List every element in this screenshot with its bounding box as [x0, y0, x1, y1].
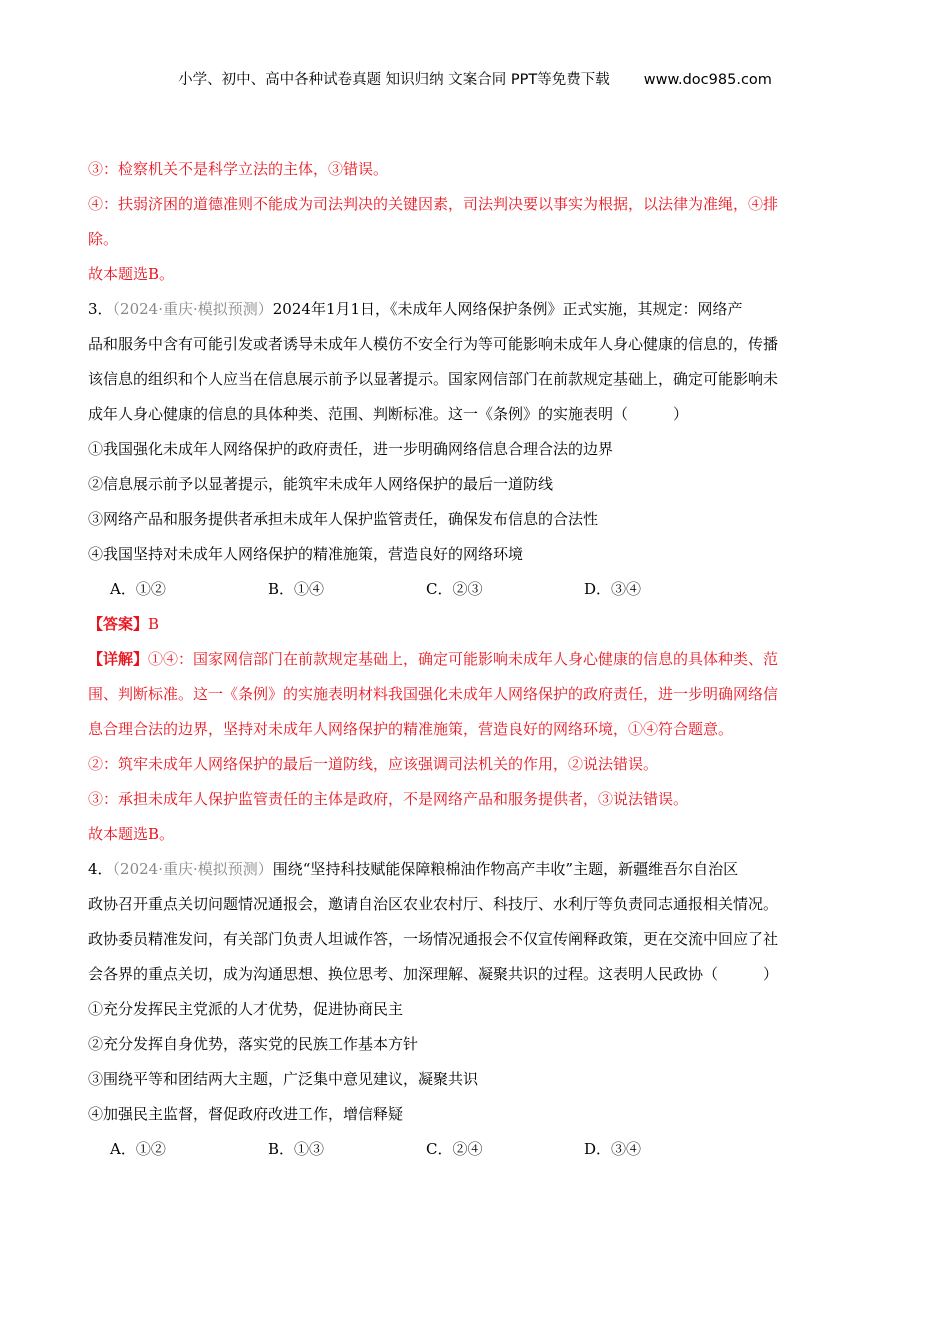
q4-statement-4: ④加强民主监督，督促政府改进工作，增信释疑 — [88, 1105, 404, 1123]
q4-option-a: A．①② — [110, 1140, 166, 1158]
q3-detail-line4: ②：筑牢未成年人网络保护的最后一道防线，应该强调司法机关的作用，②说法错误。 — [88, 755, 659, 773]
q3-stem-line3: 该信息的组织和个人应当在信息展示前予以显著提示。国家网信部门在前款规定基础上，确定可能影响未 — [88, 370, 779, 388]
document-body — [88, 152, 862, 1167]
q4-option-c: C．②④ — [426, 1140, 483, 1158]
q3-number: 3． — [88, 300, 113, 318]
q3-detail-line1 — [88, 642, 862, 677]
q4-stem-line1 — [88, 852, 862, 887]
q4-stem-text1: 围绕“坚持科技赋能保障粮棉油作物高产丰收”主题，新疆维吾尔自治区 — [272, 860, 739, 878]
prev-explanation-item4-line1: ④：扶弱济困的道德准则不能成为司法判决的关键因素，司法判决要以事实为根据，以法律为准绳，④排 — [88, 195, 779, 213]
header-site-link[interactable]: www.doc985.com — [643, 72, 772, 88]
q3-stem-line4: 成年人身心健康的信息的具体种类、范围、判断标准。这一《条例》的实施表明（ ） — [88, 405, 689, 423]
q3-stem-line1 — [88, 292, 862, 327]
q3-statement-1: ①我国强化未成年人网络保护的政府责任，进一步明确网络信息合理合法的边界 — [88, 440, 614, 458]
q3-stem-line2: 品和服务中含有可能引发或者诱导未成年人模仿不安全行为等可能影响未成年人身心健康的信息的，传播 — [88, 335, 779, 353]
q4-statement-1: ①充分发挥民主党派的人才优势，促进协商民主 — [88, 1000, 404, 1018]
q3-stem-text1: 2024年1月1日，《未成年人网络保护条例》正式实施，其规定：网络产 — [272, 300, 743, 318]
q3-detail-line5: ③：承担未成年人保护监管责任的主体是政府，不是网络产品和服务提供者，③说法错误。 — [88, 790, 689, 808]
prev-conclusion: 故本题选B。 — [88, 265, 175, 283]
q3-detail-text1: ①④：国家网信部门在前款规定基础上，确定可能影响未成年人身心健康的信息的具体种类、范 — [148, 650, 779, 668]
q3-answer-value: B — [148, 615, 160, 633]
q3-statement-2: ②信息展示前予以显著提示，能筑牢未成年人网络保护的最后一道防线 — [88, 475, 554, 493]
q4-options — [88, 1132, 862, 1167]
q3-statement-3: ③网络产品和服务提供者承担未成年人保护监管责任，确保发布信息的合法性 — [88, 510, 599, 528]
q3-option-a: A．①② — [110, 580, 166, 598]
prev-explanation-item3: ③：检察机关不是科学立法的主体，③错误。 — [88, 160, 389, 178]
q3-source: （2024·重庆·模拟预测） — [112, 300, 273, 318]
header-text: 小学、初中、高中各种试卷真题 知识归纳 文案合同 PPT等免费下载 — [178, 72, 610, 88]
q3-option-c: C．②③ — [426, 580, 483, 598]
q3-options — [88, 572, 862, 607]
q4-option-b: B．①③ — [268, 1140, 325, 1158]
q3-detail-label: 【详解】 — [88, 650, 149, 668]
q4-statement-2: ②充分发挥自身优势，落实党的民族工作基本方针 — [88, 1035, 419, 1053]
q4-stem-line3: 政协委员精准发问，有关部门负责人坦诚作答，一场情况通报会不仅宣传阐释政策，更在交流中回应了社 — [88, 930, 779, 948]
q4-number: 4． — [88, 860, 113, 878]
q3-conclusion: 故本题选B。 — [88, 825, 175, 843]
q4-option-d: D．③④ — [584, 1140, 642, 1158]
q3-answer-label: 【答案】 — [88, 615, 149, 633]
q3-detail-line2: 围、判断标准。这一《条例》的实施表明材料我国强化未成年人网络保护的政府责任，进一步明确网络信 — [88, 685, 779, 703]
q4-source: （2024·重庆·模拟预测） — [112, 860, 273, 878]
q4-statement-3: ③围绕平等和团结两大主题，广泛集中意见建议，凝聚共识 — [88, 1070, 479, 1088]
page-header — [0, 68, 950, 89]
q3-answer — [88, 607, 862, 642]
q3-option-d: D．③④ — [584, 580, 642, 598]
q4-stem-line4: 会各界的重点关切，成为沟通思想、换位思考、加深理解、凝聚共识的过程。这表明人民政协（ ） — [88, 965, 779, 983]
q3-option-b: B．①④ — [268, 580, 325, 598]
q3-detail-line3: 息合理合法的边界，坚持对未成年人网络保护的精准施策，营造良好的网络环境，①④符合题意。 — [88, 720, 734, 738]
q4-stem-line2: 政协召开重点关切问题情况通报会，邀请自治区农业农村厅、科技厅、水利厅等负责同志通报相关情况。 — [88, 895, 779, 913]
q3-statement-4: ④我国坚持对未成年人网络保护的精准施策，营造良好的网络环境 — [88, 545, 524, 563]
prev-explanation-item4-line2: 除。 — [88, 230, 119, 248]
